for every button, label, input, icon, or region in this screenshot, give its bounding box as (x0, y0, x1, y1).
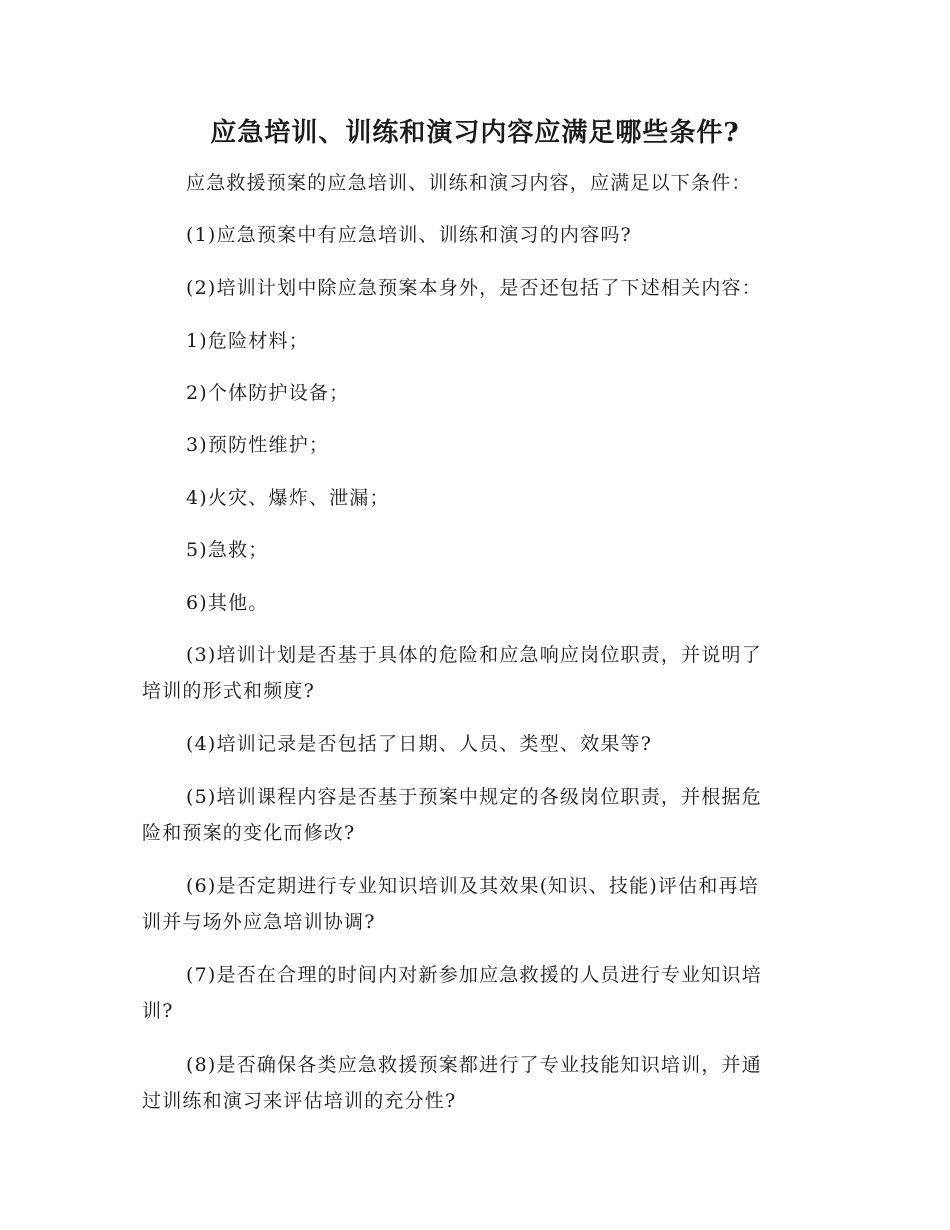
item-3-line-1: (3)培训计划是否基于具体的危险和应急响应岗位职责，并说明了 (186, 644, 762, 666)
sub-item-2: 2)个体防护设备； (186, 382, 350, 404)
item-1: (1)应急预案中有应急培训、训练和演习的内容吗? (186, 224, 632, 246)
intro-paragraph: 应急救援预案的应急培训、训练和演习内容，应满足以下条件： (186, 172, 752, 194)
item-3-line-2: 培训的形式和频度? (142, 680, 315, 702)
sub-item-1: 1)危险材料； (186, 330, 309, 352)
item-4: (4)培训记录是否包括了日期、人员、类型、效果等? (186, 733, 653, 755)
sub-item-4: 4)火灾、爆炸、泄漏； (186, 487, 390, 509)
item-2: (2)培训计划中除应急预案本身外，是否还包括了下述相关内容： (186, 277, 762, 299)
sub-item-5: 5)急救； (186, 539, 269, 561)
item-6-line-2: 训并与场外应急培训协调? (142, 911, 376, 933)
document-title: 应急培训、训练和演习内容应满足哪些条件? (210, 118, 740, 148)
item-7-line-2: 训? (142, 1000, 174, 1022)
item-5-line-1: (5)培训课程内容是否基于预案中规定的各级岗位职责，并根据危 (186, 786, 762, 808)
item-5-line-2: 险和预案的变化而修改? (142, 822, 356, 844)
item-7-line-1: (7)是否在合理的时间内对新参加应急救援的人员进行专业知识培 (186, 964, 762, 986)
item-8-line-1: (8)是否确保各类应急救援预案都进行了专业技能知识培训，并通 (186, 1054, 762, 1076)
sub-item-3: 3)预防性维护； (186, 434, 330, 456)
item-6-line-1: (6)是否定期进行专业知识培训及其效果(知识、技能)评估和再培 (186, 875, 759, 897)
sub-item-6: 6)其他。 (186, 592, 269, 614)
item-8-line-2: 过训练和演习来评估培训的充分性? (142, 1090, 457, 1112)
